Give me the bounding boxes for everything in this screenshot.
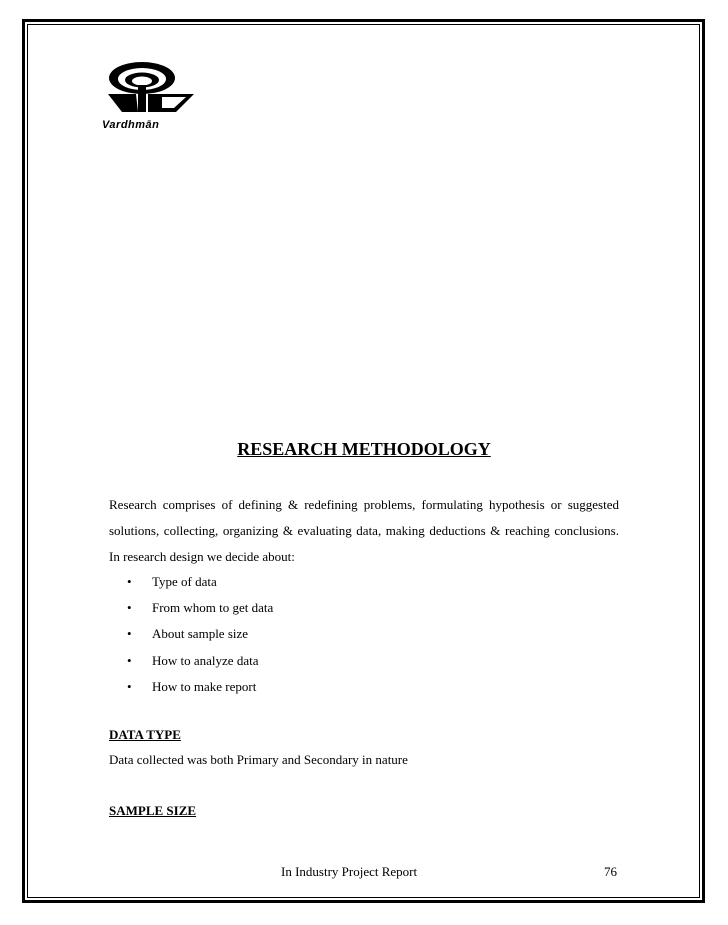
bullet-icon: • — [127, 626, 132, 642]
page-title: RESEARCH METHODOLOGY — [237, 439, 491, 459]
sample-size-heading: SAMPLE SIZE — [109, 803, 197, 818]
list-item-text: Type of data — [152, 574, 217, 589]
data-type-text: Data collected was both Primary and Secondary in nature — [109, 752, 408, 767]
list-item — [127, 674, 273, 700]
bullet-list — [127, 569, 273, 700]
bullet-icon: • — [127, 574, 132, 589]
page-number: 76 — [604, 864, 617, 879]
list-item — [127, 648, 273, 674]
footer-title: In Industry Project Report — [281, 864, 418, 879]
data-type-heading: DATA TYPE — [109, 727, 181, 742]
list-item-text: How to make report — [152, 678, 257, 694]
list-item-text: About sample size — [152, 626, 249, 642]
list-item — [127, 595, 273, 621]
list-item-text: From whom to get data — [152, 600, 274, 616]
bullet-icon: • — [127, 600, 132, 616]
vardhman-logo — [102, 58, 208, 136]
vardhman-logo-icon — [102, 58, 208, 118]
intro-paragraph: Research comprises of defining & redefining problems, formulating hypothesis or suggested solutions, collecting, organizing & evaluating data, making deductions & reaching conclusions. In research design we decide about: — [109, 497, 619, 564]
logo-text: Vardhmān — [102, 119, 160, 131]
list-item — [127, 569, 273, 595]
bullet-icon: • — [127, 678, 132, 694]
bullet-icon: • — [127, 652, 132, 668]
list-item-text: How to analyze data — [152, 652, 259, 668]
list-item — [127, 621, 273, 647]
